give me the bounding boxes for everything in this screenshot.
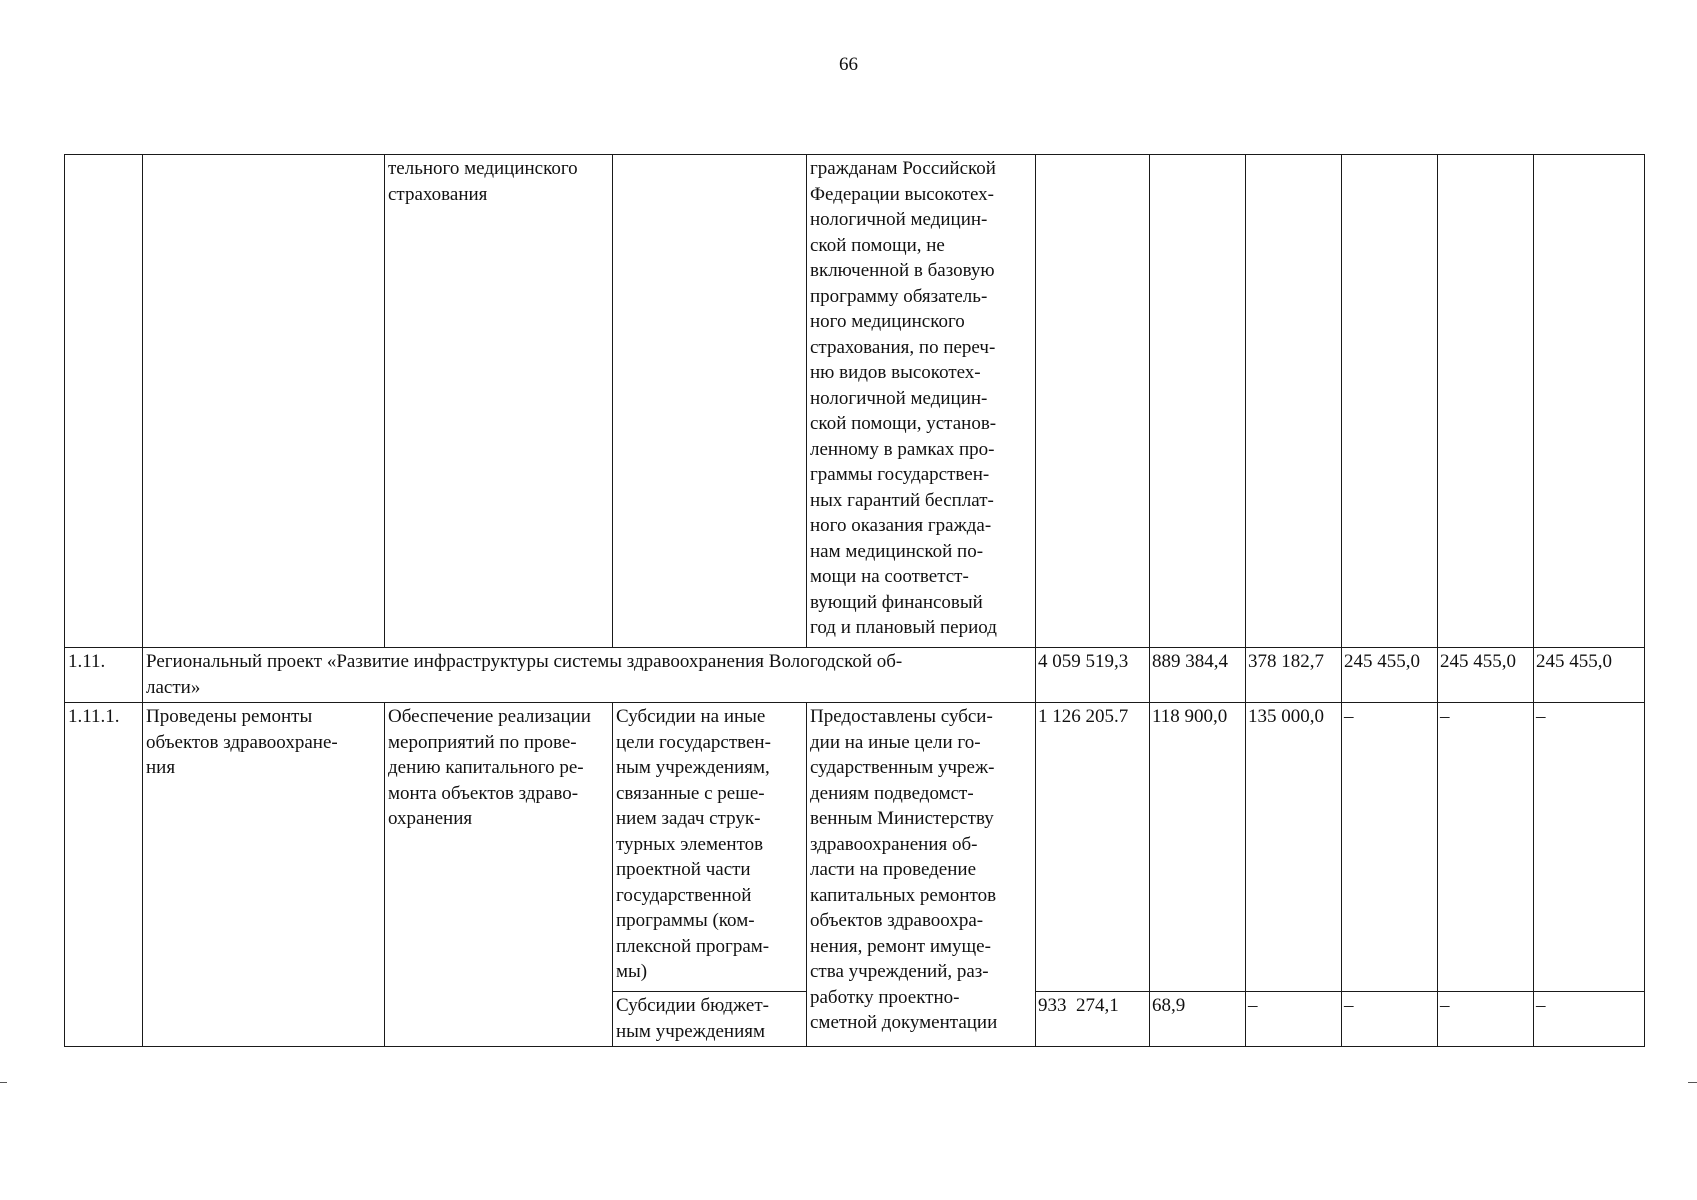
cell-number <box>65 155 143 648</box>
cell-value: – <box>1342 703 1438 992</box>
cell-subsidy-type: Субсидии бюджет- ным учреждениям <box>613 992 807 1047</box>
cell-value: – <box>1438 992 1534 1047</box>
cell-value: – <box>1534 703 1645 992</box>
cell-number: 1.11. <box>65 648 143 703</box>
cell-value: – <box>1438 703 1534 992</box>
page-number: 66 <box>839 54 858 75</box>
cell-value: – <box>1342 992 1438 1047</box>
cell-value: 4 059 519,3 <box>1036 648 1150 703</box>
cell-result: Проведены ремонты объектов здравоохране- ния <box>143 703 385 1047</box>
cell-description: Предоставлены субси- дии на иные цели го- сударственным учреж- дениям подведомст- венным Министерству здравоохранения об- ласти на проведение капитальных ремонтов объектов здравоохра- нения, ремонт имуще- ства учреждений, раз- работку проектно- сметной документации <box>807 703 1036 1047</box>
cell-project-title: Региональный проект «Развитие инфраструктуры системы здравоохранения Вологодской об- ласти» <box>143 648 1036 703</box>
cell-value: 933 274,1 <box>1036 992 1150 1047</box>
cell-value <box>1342 155 1438 648</box>
cell-result <box>143 155 385 648</box>
cell-value <box>1150 155 1246 648</box>
cell-value <box>1036 155 1150 648</box>
cell-value: 245 455,0 <box>1534 648 1645 703</box>
cell-activity: тельного медицинского страхования <box>385 155 613 648</box>
cell-value: – <box>1246 992 1342 1047</box>
cell-value: 889 384,4 <box>1150 648 1246 703</box>
cell-value: 68,9 <box>1150 992 1246 1047</box>
scan-margin-mark-right <box>1688 1082 1697 1083</box>
cell-value: 1 126 205.7 <box>1036 703 1150 992</box>
scan-margin-mark-left <box>0 1082 7 1083</box>
cell-subsidy-type <box>613 155 807 648</box>
cell-number: 1.11.1. <box>65 703 143 1047</box>
cell-value: 245 455,0 <box>1342 648 1438 703</box>
cell-value <box>1438 155 1534 648</box>
continuation-row <box>65 155 1645 648</box>
cell-value: – <box>1534 992 1645 1047</box>
cell-value: 378 182,7 <box>1246 648 1342 703</box>
cell-value: 135 000,0 <box>1246 703 1342 992</box>
budget-table <box>64 154 1645 1047</box>
cell-value: 118 900,0 <box>1150 703 1246 992</box>
cell-description: гражданам Российской Федерации высокотех- нологичной медицин- ской помощи, не включенной в базовую программу обязатель- ного медицинского страхования, по переч- ню видов высокотех- нологичной медицин- ской помощи, установ- ленному в рамках про- граммы государствен- ных гарантий бесплат- ного оказания гражда- нам медицинской по- мощи на соответст- вующий финансовый год и плановый период <box>807 155 1036 648</box>
cell-value <box>1534 155 1645 648</box>
cell-activity: Обеспечение реализации мероприятий по прове- дению капитального ре- монта объектов здраво- охранения <box>385 703 613 1047</box>
cell-subsidy-type: Субсидии на иные цели государствен- ным учреждениям, связанные с реше- нием задач струк- турных элементов проектной части государственной программы (ком- плексной програм- мы) <box>613 703 807 992</box>
project-row-1-11 <box>65 648 1645 703</box>
item-row-1-11-1 <box>65 703 1645 992</box>
cell-value: 245 455,0 <box>1438 648 1534 703</box>
cell-value <box>1246 155 1342 648</box>
